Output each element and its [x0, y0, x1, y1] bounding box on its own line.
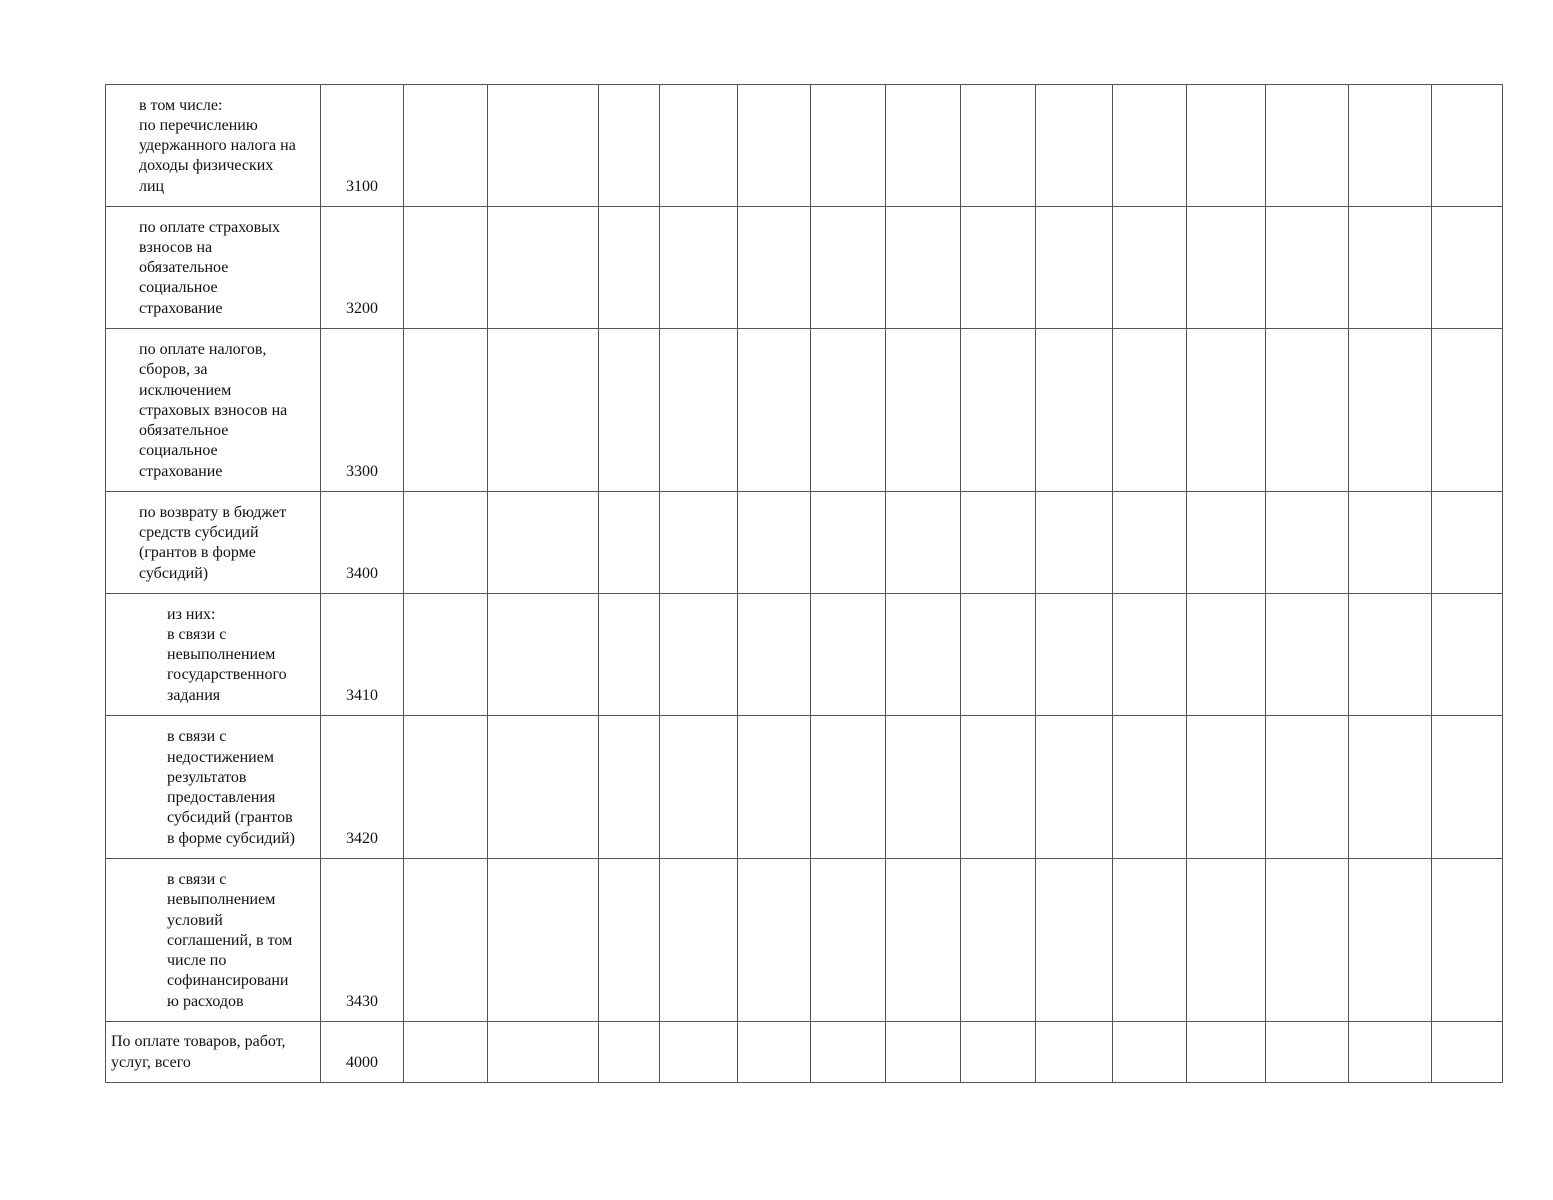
row-code-cell: 3200	[321, 207, 404, 329]
value-cell	[1036, 716, 1113, 859]
value-cell	[1187, 492, 1266, 594]
table-row	[106, 329, 1503, 492]
value-cell	[811, 207, 886, 329]
value-cell	[1266, 859, 1349, 1022]
value-cell	[886, 594, 961, 716]
row-label-line: в связи с	[167, 728, 227, 746]
value-cell	[660, 716, 738, 859]
row-label-line: субсидий)	[139, 564, 209, 582]
value-cell	[404, 492, 488, 594]
value-cell	[1266, 329, 1349, 492]
value-cell	[1432, 594, 1503, 716]
row-label-line: в связи с	[167, 625, 227, 643]
value-cell	[1266, 492, 1349, 594]
value-cell	[404, 329, 488, 492]
row-label-line: взносов на	[139, 238, 213, 256]
value-cell	[599, 859, 660, 1022]
row-label-line: в форме субсидий)	[167, 829, 295, 847]
value-cell	[488, 1022, 599, 1083]
row-label-line: по возврату в бюджет	[139, 503, 287, 521]
row-label-line: доходы физических	[139, 157, 274, 175]
row-label-line: софинансировани	[167, 972, 289, 990]
value-cell	[738, 1022, 811, 1083]
value-cell	[886, 716, 961, 859]
value-cell	[1349, 207, 1432, 329]
value-cell	[1036, 859, 1113, 1022]
value-cell	[886, 207, 961, 329]
value-cell	[886, 85, 961, 207]
value-cell	[1113, 207, 1187, 329]
row-label-line: (грантов в форме	[139, 544, 256, 562]
table-row	[106, 207, 1503, 329]
row-label-line: из них:	[167, 605, 216, 623]
value-cell	[1432, 85, 1503, 207]
value-cell	[404, 859, 488, 1022]
row-label-line: невыполнением	[167, 891, 276, 909]
value-cell	[660, 207, 738, 329]
value-cell	[738, 594, 811, 716]
row-code-cell: 3300	[321, 329, 404, 492]
row-label-cell	[106, 329, 321, 492]
value-cell	[886, 1022, 961, 1083]
value-cell	[1432, 492, 1503, 594]
row-label-line: условий	[167, 911, 223, 929]
row-code-cell: 4000	[321, 1022, 404, 1083]
value-cell	[1349, 85, 1432, 207]
value-cell	[738, 716, 811, 859]
value-cell	[811, 859, 886, 1022]
row-label-line: результатов	[167, 768, 247, 786]
value-cell	[811, 1022, 886, 1083]
value-cell	[1266, 85, 1349, 207]
value-cell	[404, 85, 488, 207]
value-cell	[811, 716, 886, 859]
value-cell	[1113, 85, 1187, 207]
value-cell	[1187, 329, 1266, 492]
row-label-line: ю расходов	[167, 992, 244, 1010]
row-label-line: субсидий (грантов	[167, 809, 293, 827]
value-cell	[1266, 207, 1349, 329]
value-cell	[599, 716, 660, 859]
value-cell	[404, 1022, 488, 1083]
row-label-line: удержанного налога на	[139, 137, 296, 155]
value-cell	[1187, 859, 1266, 1022]
value-cell	[660, 85, 738, 207]
table-row	[106, 859, 1503, 1022]
row-code-cell: 3400	[321, 492, 404, 594]
value-cell	[1113, 859, 1187, 1022]
row-label-line: по оплате страховых	[139, 218, 280, 236]
value-cell	[811, 329, 886, 492]
value-cell	[599, 329, 660, 492]
value-cell	[1113, 329, 1187, 492]
row-label-cell	[106, 1022, 321, 1083]
row-label-line: обязательное	[139, 259, 229, 277]
row-label-cell	[106, 207, 321, 329]
row-label-cell	[106, 716, 321, 859]
value-cell	[1187, 594, 1266, 716]
row-label-line: социальное	[139, 442, 218, 460]
row-label-line: страховых взносов на	[139, 401, 288, 419]
value-cell	[404, 207, 488, 329]
value-cell	[404, 716, 488, 859]
value-cell	[488, 492, 599, 594]
table-row	[106, 594, 1503, 716]
row-label-line: в том числе:	[139, 96, 223, 114]
value-cell	[660, 329, 738, 492]
value-cell	[1349, 859, 1432, 1022]
row-label-line: страхование	[139, 299, 223, 317]
value-cell	[1349, 594, 1432, 716]
row-code-cell: 3430	[321, 859, 404, 1022]
value-cell	[1036, 492, 1113, 594]
row-label-line: невыполнением	[167, 646, 276, 664]
table-row	[106, 492, 1503, 594]
value-cell	[599, 1022, 660, 1083]
value-cell	[599, 594, 660, 716]
row-label-line: числе по	[167, 952, 227, 970]
value-cell	[488, 207, 599, 329]
value-cell	[1187, 1022, 1266, 1083]
value-cell	[1113, 492, 1187, 594]
row-label-line: предоставления	[167, 789, 276, 807]
value-cell	[961, 594, 1036, 716]
value-cell	[961, 207, 1036, 329]
value-cell	[886, 492, 961, 594]
row-label-line: по оплате налогов,	[139, 340, 267, 358]
report-table	[105, 84, 1503, 1083]
value-cell	[738, 859, 811, 1022]
row-code-cell: 3100	[321, 85, 404, 207]
value-cell	[1432, 1022, 1503, 1083]
row-label-line: недостижением	[167, 748, 274, 766]
row-label-line: лиц	[139, 177, 165, 195]
value-cell	[1113, 716, 1187, 859]
value-cell	[961, 329, 1036, 492]
table-row	[106, 1022, 1503, 1083]
row-code-cell: 3420	[321, 716, 404, 859]
value-cell	[961, 859, 1036, 1022]
table-row	[106, 716, 1503, 859]
value-cell	[1349, 1022, 1432, 1083]
row-label-line: По оплате товаров, работ,	[111, 1033, 286, 1051]
value-cell	[1266, 716, 1349, 859]
row-label-line: соглашений, в том	[167, 931, 293, 949]
value-cell	[488, 716, 599, 859]
value-cell	[886, 329, 961, 492]
value-cell	[1266, 594, 1349, 716]
value-cell	[599, 207, 660, 329]
value-cell	[811, 594, 886, 716]
value-cell	[660, 859, 738, 1022]
row-label-line: сборов, за	[139, 361, 208, 379]
value-cell	[1432, 207, 1503, 329]
row-label-line: исключением	[139, 381, 232, 399]
value-cell	[1432, 716, 1503, 859]
value-cell	[961, 492, 1036, 594]
value-cell	[1432, 859, 1503, 1022]
row-label-line: в связи с	[167, 870, 227, 888]
value-cell	[1187, 85, 1266, 207]
value-cell	[1113, 594, 1187, 716]
value-cell	[1349, 716, 1432, 859]
row-label-line: по перечислению	[139, 116, 258, 134]
value-cell	[488, 594, 599, 716]
value-cell	[961, 1022, 1036, 1083]
row-label-line: обязательное	[139, 422, 229, 440]
value-cell	[738, 492, 811, 594]
row-label-cell	[106, 859, 321, 1022]
value-cell	[738, 207, 811, 329]
row-label-cell	[106, 492, 321, 594]
value-cell	[811, 492, 886, 594]
value-cell	[660, 594, 738, 716]
row-label-line: государственного	[167, 666, 287, 684]
row-label-line: социальное	[139, 279, 218, 297]
value-cell	[1187, 207, 1266, 329]
row-label-line: услуг, всего	[111, 1053, 191, 1071]
value-cell	[1036, 85, 1113, 207]
value-cell	[886, 859, 961, 1022]
value-cell	[811, 85, 886, 207]
value-cell	[1113, 1022, 1187, 1083]
value-cell	[961, 85, 1036, 207]
value-cell	[1036, 329, 1113, 492]
value-cell	[1187, 716, 1266, 859]
value-cell	[488, 85, 599, 207]
value-cell	[404, 594, 488, 716]
value-cell	[1432, 329, 1503, 492]
value-cell	[599, 85, 660, 207]
row-label-cell	[106, 594, 321, 716]
value-cell	[660, 1022, 738, 1083]
row-label-line: страхование	[139, 462, 223, 480]
row-code-cell: 3410	[321, 594, 404, 716]
value-cell	[1349, 492, 1432, 594]
value-cell	[1349, 329, 1432, 492]
value-cell	[961, 716, 1036, 859]
row-label-line: задания	[167, 686, 221, 704]
value-cell	[488, 329, 599, 492]
row-label-line: средств субсидий	[139, 524, 259, 542]
row-label-cell	[106, 85, 321, 207]
value-cell	[1036, 207, 1113, 329]
value-cell	[1036, 594, 1113, 716]
value-cell	[1036, 1022, 1113, 1083]
table-row	[106, 85, 1503, 207]
value-cell	[660, 492, 738, 594]
value-cell	[1266, 1022, 1349, 1083]
value-cell	[738, 85, 811, 207]
value-cell	[599, 492, 660, 594]
value-cell	[488, 859, 599, 1022]
value-cell	[738, 329, 811, 492]
